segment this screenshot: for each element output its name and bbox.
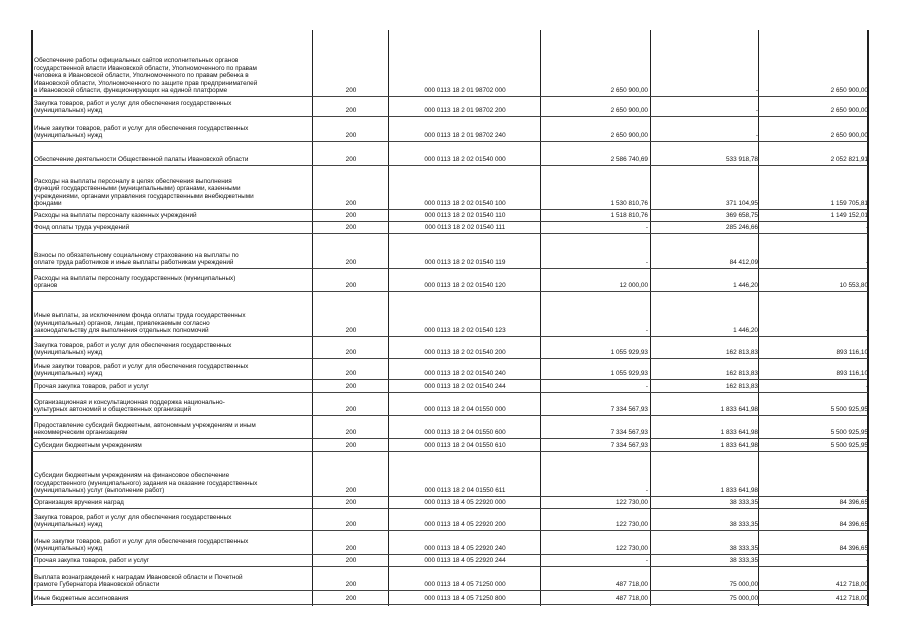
row-separator [31,604,868,605]
row-name-line: (муниципальных) нужд [34,370,103,378]
row-name [34,532,312,553]
row-kbk: 000 0113 18 2 02 01540 244 [424,383,506,390]
row-name-line: Иные выплаты, за исключением фонда оплаты труда государственных [34,312,246,320]
row-separator [31,451,868,452]
row-kbk: 000 0113 18 2 04 01550 610 [424,442,506,449]
row-name [34,143,312,164]
row-executed: 162 813,83 [726,349,758,356]
row-separator [31,508,868,509]
row-remaining: 2 052 821,91 [830,156,868,163]
row-separator [31,268,868,269]
row-remaining: 2 650 900,00 [830,87,868,94]
row-code: 200 [345,429,357,436]
row-kbk: 000 0113 18 2 02 01540 000 [424,156,506,163]
row-code: 200 [345,212,357,219]
row-separator [31,590,868,591]
row-name-line: Организационная и консультационная поддержка национально- [34,398,225,406]
row-executed: 38 333,35 [729,557,758,564]
row-name-line: грамоте Губернатора Ивановской области [34,581,160,589]
row-remaining: 412 718,00 [836,581,868,588]
row-code: 200 [345,442,357,449]
row-name-line: (муниципальных) нужд [34,521,103,529]
row-name-line: Прочая закупка товаров, работ и услуг [34,557,150,565]
row-executed: 1 833 641,98 [720,406,758,413]
row-code: 200 [345,521,357,528]
row-executed: 1 446,20 [733,327,758,334]
row-approved: 487 718,00 [616,595,648,602]
row-executed: 369 658,75 [726,212,758,219]
row-name-line: (муниципальных) органов, лицам, привлекаемым согласно [34,319,210,327]
row-name-line: государственного (муниципального) задания на оказание государственных [34,479,258,487]
row-name [34,394,312,414]
row-remaining: - [865,259,868,266]
row-name-line: Иные бюджетные ассигнования [34,595,129,603]
row-remaining: 84 396,65 [839,521,868,528]
row-executed: 162 813,83 [726,370,758,377]
row-name-line: государственной власти Ивановской области, Уполномоченного по правам [34,64,257,72]
row-name-line: Фонд оплаты труда учреждений [34,224,130,232]
row-name [34,32,312,95]
row-name-line: законодательству для выполнения отдельных полномочий [34,327,209,335]
row-kbk: 000 0113 18 4 05 22920 200 [424,521,506,528]
row-remaining: 5 500 925,95 [830,406,868,413]
row-executed: 1 833 641,98 [720,429,758,436]
row-separator [31,496,868,497]
row-kbk: 000 0113 18 4 05 22920 240 [424,545,506,552]
row-code: 200 [345,595,357,602]
row-executed: - [755,132,758,139]
row-remaining: 84 396,65 [839,545,868,552]
row-remaining: - [865,327,868,334]
row-remaining: 5 500 925,95 [830,429,868,436]
row-kbk: 000 0113 18 2 04 01550 000 [424,406,506,413]
row-name [34,556,312,565]
row-approved: 7 334 567,93 [610,406,648,413]
row-approved: 1 055 929,93 [610,370,648,377]
row-name-line: (муниципальных) услуг (выполнение работ) [34,487,165,495]
row-executed: 285 246,66 [726,224,758,231]
row-approved: 2 650 900,00 [610,87,648,94]
row-remaining: 893 116,10 [836,349,868,356]
row-remaining: - [865,383,868,390]
row-name-line: (муниципальных) нужд [34,349,103,357]
row-executed: 162 813,83 [726,383,758,390]
row-separator [31,336,868,337]
row-separator [31,209,868,210]
row-remaining: 10 553,80 [839,282,868,289]
row-kbk: 000 0113 18 2 04 01550 600 [424,429,506,436]
row-name [34,118,312,140]
row-name-line: (муниципальных) нужд [34,107,103,115]
row-name [34,568,312,589]
row-remaining: 1 149 152,01 [830,212,868,219]
row-name-line: некоммерческим организациям [34,429,128,437]
row-code: 200 [345,132,357,139]
row-code: 200 [345,107,357,114]
row-executed: - [755,87,758,94]
row-name [34,235,312,267]
row-remaining: 2 650 900,00 [830,107,868,114]
row-separator [31,554,868,555]
row-separator [31,530,868,531]
row-separator [31,415,868,416]
row-kbk: 000 0113 18 2 01 98702 240 [424,132,506,139]
row-separator [31,96,868,97]
row-code: 200 [345,487,357,494]
row-remaining: 1 159 705,81 [830,200,868,207]
row-remaining: 5 500 925,95 [830,442,868,449]
row-executed: 38 333,35 [729,521,758,528]
row-name-line: Обеспечение деятельности Общественной палаты Ивановской области [34,156,249,164]
row-code: 200 [345,499,357,506]
row-approved: 122 730,00 [616,545,648,552]
row-executed: 1 446,20 [733,282,758,289]
row-code: 200 [345,224,357,231]
row-name-line: Субсидии бюджетным учреждениям [34,442,142,450]
row-executed: 75 000,00 [729,595,758,602]
row-approved: 7 334 567,93 [610,429,648,436]
row-approved: 2 650 900,00 [610,132,648,139]
row-separator [31,221,868,222]
row-name [34,211,312,220]
row-code: 200 [345,370,357,377]
row-name-line: фондами [34,200,62,208]
row-remaining: - [865,224,868,231]
row-code: 200 [345,259,357,266]
row-name-line: Выплата вознаграждений к наградам Ивановской области и Почетной [34,573,243,581]
row-executed: 38 333,35 [729,545,758,552]
row-name-line: Расходы на выплаты персоналу в целях обеспечения выполнения [34,177,232,185]
row-separator [31,566,868,567]
row-separator [31,392,868,393]
row-name-line: органов [34,282,58,290]
row-approved: 1 055 929,93 [610,349,648,356]
row-executed: 533 918,78 [726,156,758,163]
row-name-line: Субсидии бюджетным учреждениям на финансовое обеспечение [34,472,230,480]
row-name-line: функций государственными (муниципальными) органами, казенными [34,185,241,193]
row-approved: - [645,259,648,266]
row-name-line: Предоставление субсидий бюджетным, автономным учреждениям и иным [34,421,256,429]
row-approved: - [645,557,648,564]
row-name [34,381,312,391]
row-separator [31,116,868,117]
row-kbk: 000 0113 18 4 05 71250 000 [424,581,506,588]
row-code: 200 [345,156,357,163]
row-name-line: оплате труда работников и иные выплаты работникам учреждений [34,259,234,267]
row-approved: - [645,383,648,390]
row-remaining: 84 396,65 [839,499,868,506]
row-name [34,223,312,232]
row-name [34,498,312,507]
row-name [34,510,312,529]
row-separator [31,233,868,234]
row-name-line: Расходы на выплаты персоналу государственных (муниципальных) [34,274,236,282]
row-kbk: 000 0113 18 2 02 01540 100 [424,200,506,207]
row-separator [31,165,868,166]
row-approved: - [645,327,648,334]
row-code: 200 [345,557,357,564]
row-kbk: 000 0113 18 2 02 01540 111 [424,224,506,231]
row-code: 200 [345,327,357,334]
row-name-line: культурных автономий и общественных организаций [34,406,192,414]
row-approved: 2 650 900,00 [610,107,648,114]
row-approved: 2 586 740,69 [610,156,648,163]
row-kbk: 000 0113 18 2 02 01540 110 [424,212,506,219]
row-name-line: (муниципальных) нужд [34,132,103,140]
row-name-line: Иные закупки товаров, работ и услуг для обеспечения государственных [34,537,249,545]
row-name [34,360,312,378]
row-name-line: Иные закупки товаров, работ и услуг для обеспечения государственных [34,124,249,132]
row-name-line: Закупка товаров, работ и услуг для обеспечения государственных [34,513,232,521]
row-code: 200 [345,545,357,552]
row-code: 200 [345,87,357,94]
row-approved: 122 730,00 [616,499,648,506]
row-name [34,440,312,450]
row-kbk: 000 0113 18 4 05 71250 800 [424,595,506,602]
row-separator [31,438,868,439]
row-kbk: 000 0113 18 2 02 01540 119 [424,259,506,266]
row-approved: - [645,487,648,494]
row-executed: 1 833 641,98 [720,487,758,494]
row-separator [31,291,868,292]
row-remaining: - [865,557,868,564]
row-name-line: Прочая закупка товаров, работ и услуг [34,383,150,391]
row-executed: 371 104,95 [726,200,758,207]
row-name-line: в Ивановской области, функционирующих на единой платформе [34,87,228,95]
row-kbk: 000 0113 18 2 02 01540 120 [424,282,506,289]
row-remaining: 893 116,10 [836,370,868,377]
row-kbk: 000 0113 18 2 02 01540 240 [424,370,506,377]
row-name [34,592,312,603]
row-executed: 1 833 641,98 [720,442,758,449]
row-name-line: Иные закупки товаров, работ и услуг для обеспечения государственных [34,362,249,370]
row-approved: 487 718,00 [616,581,648,588]
row-name-line: Обеспечение работы официальных сайтов исполнительных органов [34,57,239,65]
row-executed: 75 000,00 [729,581,758,588]
row-kbk: 000 0113 18 2 01 98702 200 [424,107,506,114]
row-remaining: 412 718,00 [836,595,868,602]
row-separator [31,358,868,359]
row-name-line: Ивановской области, Уполномоченного по защите прав предпринимателей [34,79,258,87]
row-executed: - [755,107,758,114]
row-code: 200 [345,383,357,390]
row-name [34,98,312,115]
row-separator [31,141,868,142]
row-name [34,453,312,495]
row-kbk: 000 0113 18 4 05 22920 244 [424,557,506,564]
row-approved: 12 000,00 [619,282,648,289]
row-remaining: - [865,487,868,494]
row-code: 200 [345,200,357,207]
row-name [34,338,312,357]
row-name-line: учреждениями, органами управления государственными внебюджетными [34,192,254,200]
row-kbk: 000 0113 18 2 02 01540 200 [424,349,506,356]
row-name [34,293,312,335]
row-name-line: Организация вручения наград [34,499,124,507]
row-name-line: человека в Ивановской области, Уполномоченного по правам ребенка в [34,72,249,80]
row-code: 200 [345,349,357,356]
row-name [34,167,312,208]
row-name [34,417,312,437]
row-approved: 7 334 567,93 [610,442,648,449]
row-kbk: 000 0113 18 2 01 98702 000 [424,87,506,94]
row-kbk: 000 0113 18 4 05 22920 000 [424,499,506,506]
row-separator [31,379,868,380]
row-kbk: 000 0113 18 2 02 01540 123 [424,327,506,334]
row-code: 200 [345,581,357,588]
row-kbk: 000 0113 18 2 04 01550 611 [424,487,506,494]
row-approved: 122 730,00 [616,521,648,528]
row-name-line: (муниципальных) нужд [34,545,103,553]
row-code: 200 [345,406,357,413]
row-executed: 38 333,35 [729,499,758,506]
row-approved: 1 518 810,76 [610,212,648,219]
row-name-line: Взносы по обязательному социальному страхованию на выплаты по [34,251,239,259]
row-remaining: 2 650 900,00 [830,132,868,139]
row-executed: 84 412,09 [729,259,758,266]
row-name-line: Расходы на выплаты персоналу казенных учреждений [34,212,197,220]
row-code: 200 [345,282,357,289]
row-name-line: Закупка товаров, работ и услуг для обеспечения государственных [34,341,232,349]
row-name [34,270,312,290]
row-approved: 1 530 810,76 [610,200,648,207]
row-name-line: Закупка товаров, работ и услуг для обеспечения государственных [34,99,232,107]
row-approved: - [645,224,648,231]
